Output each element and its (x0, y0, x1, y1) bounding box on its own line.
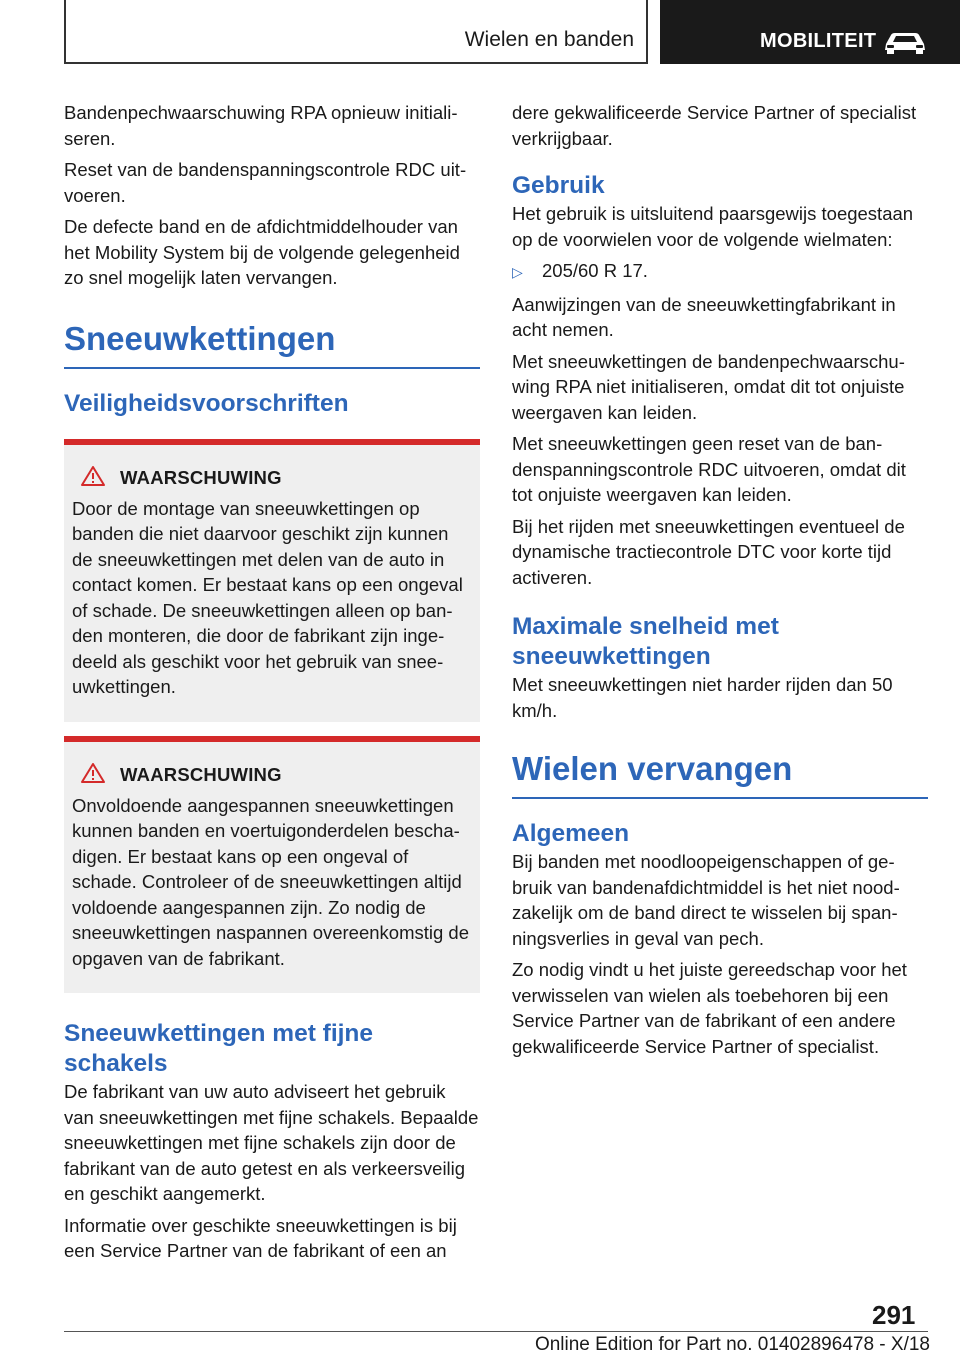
wheel-size-list (512, 258, 928, 286)
heading-max-speed: Maximale snelheid met sneeuwkettingen (512, 613, 779, 670)
chapter-title: MOBILITEIT (760, 30, 877, 52)
page-number: 291 (872, 1300, 916, 1330)
usage-paragraph-2: Aanwijzingen van de sneeuwkettingfabrikant in acht nemen. (512, 293, 896, 340)
general-paragraph-1: Bij banden met noodloopeigenschappen of gebruik van bandenafdichtmiddel is het niet noodzakelijk om de band direct te wisselen bij spanningsverlies in geval van pech. (512, 851, 900, 949)
warning-triangle-icon (80, 465, 116, 492)
car-icon (882, 30, 928, 59)
fine-links-paragraph-1: De fabrikant van uw auto adviseert het gebruik van sneeuwkettingen met fijne schakels. Bepaalde sneeuwkettingen met fijne schakels zijn door de fabrikant van de auto getest en als verkeersveilig en geschikt aangemerkt. (64, 1081, 479, 1204)
usage-paragraph-4: Met sneeuwkettingen geen reset van de bandenspanningscontrole RDC uitvoeren, omdat dit tot onjuiste weergaven kan leiden. (512, 433, 906, 505)
usage-paragraph-5: Bij het rijden met sneeuwkettingen eventueel de dynamische tractiecontrole DTC voor korte tijd activeren. (512, 515, 905, 588)
bullet-triangle-icon: ▷ (512, 264, 523, 280)
warning-box-2 (64, 736, 480, 994)
general-paragraph-2: Zo nodig vindt u het juiste gereedschap voor het verwisselen van wielen als toebehoren bij een Service Partner van de fabrikant of een andere gekwalificeerde Service Partner of specialist. (512, 959, 907, 1057)
usage-paragraph-1: Het gebruik is uitsluitend paarsgewijs toegestaan op de voorwielen voor de volgende wielmaten: (512, 203, 914, 250)
right-column (512, 100, 928, 1065)
warning-label: WAARSCHUWING (120, 467, 282, 488)
warning-box-1 (64, 439, 480, 722)
footer-divider (64, 1331, 928, 1332)
heading-change-wheels: Wielen vervangen (512, 749, 928, 799)
intro-paragraph-3: De defecte band en de afdichtmiddelhouder van het Mobility System bij de volgende gelegenheid zo snel mogelijk laten vervangen. (64, 216, 460, 288)
header-chapter-box (660, 0, 960, 64)
continued-paragraph: dere gekwalificeerde Service Partner of specialist verkrijgbaar. (512, 102, 917, 149)
list-item-text: 205/60 R 17. (542, 260, 648, 281)
heading-general: Algemeen (512, 820, 630, 847)
fine-links-paragraph-2: Informatie over geschikte sneeuwkettingen is bij een Service Partner van de fabrikant of een an (64, 1214, 457, 1261)
heading-snow-chains: Sneeuwkettingen (64, 319, 480, 369)
warning-text: Door de montage van sneeuwkettingen op banden die niet daarvoor geschikt zijn kunnen de sneeuwkettingen met delen van de auto in contact komen. Er bestaat kans op een ongeval of schade. De sneeuwkettingen alleen op banden monteren, die door de fabrikant zijn ingedeeld als geschikt voor het gebruik van sneeuwkettingen. (72, 497, 463, 697)
heading-fine-link-chains: Sneeuwkettingen met fijne schakels (64, 1020, 374, 1077)
header-section-box (64, 0, 648, 64)
list-item (512, 258, 928, 286)
intro-paragraph-1: Bandenpechwaarschuwing RPA opnieuw initialiseren. (64, 102, 458, 149)
section-title: Wielen en banden (464, 28, 634, 51)
warning-label: WAARSCHUWING (120, 764, 282, 785)
warning-text: Onvoldoende aangespannen sneeuwkettingen kunnen banden en voertuigonderdelen beschadigen. Er bestaat kans op een ongeval of schade. Controleer of de sneeuwkettingen altijd voldoende aangespannen zijn. Zo nodig de sneeuwkettingen naspannen overeenkomstig de opgaven van de fabrikant. (72, 794, 470, 969)
warning-triangle-icon (80, 762, 116, 789)
heading-usage: Gebruik (512, 172, 605, 199)
left-column (64, 100, 480, 1270)
max-speed-paragraph: Met sneeuwkettingen niet harder rijden dan 50 km/h. (512, 674, 893, 721)
intro-paragraph-2: Reset van de bandenspanningscontrole RDC uitvoeren. (64, 159, 467, 206)
usage-paragraph-3: Met sneeuwkettingen de bandenpechwaarschuwing RPA niet initialiseren, omdat dit tot onjuiste weergaven kan leiden. (512, 350, 905, 423)
heading-safety-rules: Veiligheidsvoorschriften (64, 389, 349, 417)
footer-edition: Online Edition for Part no. 01402896478 - X/18 (534, 1334, 930, 1355)
